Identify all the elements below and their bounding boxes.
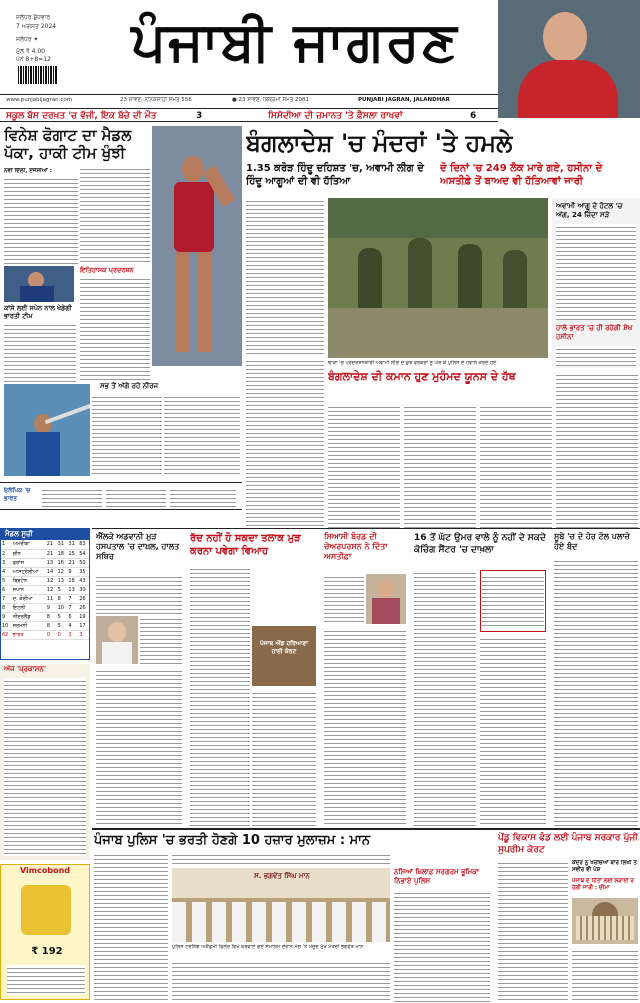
medal-table-cell: 43 [78,576,89,585]
hockey-subhead: ਕਾਂਸੇ ਲਈ ਸਪੇਨ ਨਾਲ ਖੇਡੇਗੀ ਭਾਰਤੀ ਟੀਮ [4,304,72,320]
medal-table-cell: 83 [78,540,89,549]
deck-right: ਦੋ ਦਿਨਾਂ 'ਚ 249 ਲੋਕ ਮਾਰੇ ਗਏ, ਹਸੀਨਾ ਦੇ ਅਸਤੀਫ਼ੇ ਤੋਂ ਬਾਅਦ ਵੀ ਹੱਤਿਆਵਾਂ ਜਾਰੀ [440,163,603,187]
teaser-page-number: 6 [470,111,477,121]
advani-story[interactable] [94,530,184,826]
medal-table-cell: 30 [78,585,89,594]
photo-caption: ਢਾਕਾ 'ਚ ਪ੍ਰਦਰਸ਼ਨਕਾਰੀ ਅਵਾਮੀ ਲੀਗ ਦੇ ਕੁਝ ਵਰਕਰਾਂ ਨੂੰ ਘੇਰ ਕੇ ਪੁਲਿਸ ਦੇ ਹਵਾਲੇ ਕਰਦੇ ਹੋਏ [328,360,497,366]
medal-table-cell: 50 [78,558,89,567]
medal-table-row [1,576,89,585]
medal-table-cell: 31 [57,540,68,549]
yunus-subhead: ਬੰਗਲਾਦੇਸ਼ ਦੀ ਕਮਾਨ ਹੁਣ ਮੁਹੰਮਦ ਯੂਨਸ ਦੇ ਹੱਥ [328,370,516,383]
advani-headline: ਐੱਲਕੇ ਅਡਵਾਨੀ ਮੁੜ ਹਸਪਤਾਲ 'ਚ ਦਾਖ਼ਲ, ਹਾਲਤ ਸਥਿਰ [96,532,180,561]
website-url: www.punjabijagran.com [6,97,73,103]
masthead [0,0,640,106]
vinesh-story[interactable] [0,126,242,521]
board-chair-headline: ਸਿਆਸੀ ਬੋਰਡ ਦੀ ਚੇਅਰਪਰਸਨ ਨੇ ਦਿੱਤਾ ਅਸਤੀਫ਼ਾ [324,532,388,561]
vimcobond-ad[interactable] [0,864,90,1000]
medal-table-cell: 18 [67,576,78,585]
medal-table-cell: 21 [46,540,57,549]
medal-table-cell: 9 [1,612,12,621]
article-text [4,176,78,264]
medal-table-cell: ਦ. ਕੋਰੀਆ [12,594,46,603]
article-text [80,166,150,264]
barcode [18,66,58,84]
medal-table-cell: 54 [78,549,89,558]
medal-table [0,528,90,660]
medal-table-cell: 7 [1,594,12,603]
medal-table-cell: 0 [46,630,57,639]
board-chair-photo [366,574,406,624]
article-text [246,358,324,528]
headline-line2: ਪੱਕਾ, ਹਾਕੀ ਟੀਮ ਖੁੰਝੀ [4,144,126,162]
medal-table-cell: 4 [1,567,12,576]
supreme-court-photo [572,898,638,944]
medal-table-cell: ਆਸਟ੍ਰੇਲੀਆ [12,567,46,576]
medal-table-cell: 14 [46,567,57,576]
medal-table-cell: 0 [57,630,68,639]
medal-table-cell: 10 [57,603,68,612]
bangladesh-headline: ਬੰਗਲਾਦੇਸ਼ 'ਚ ਮੰਦਰਾਂ 'ਤੇ ਹਮਲੇ [246,129,513,157]
article-text [556,372,638,528]
olympics-label: ਓਲੰਪਿਕ 'ਚ ਭਾਰਤ [4,487,31,502]
medal-table-cell: 5 [1,576,12,585]
medal-table-cell: 12 [57,567,68,576]
advertisement-portrait [498,0,640,118]
fund-story[interactable] [496,832,640,1002]
medal-table-cell: 7 [67,594,78,603]
talaq-story[interactable] [188,530,318,826]
dhaka-protest-photo [328,198,548,358]
sidebar-hotel-headline: ਅਵਾਮੀ ਆਗੂ ਦੇ ਹੋਟਲ 'ਚ ਅੱਗ, 24 ਜ਼ਿੰਦਾ ਸੜੇ [556,202,623,219]
ad-brand: Vimcobond [19,866,70,875]
medal-table-cell: 21 [46,549,57,558]
medal-table-cell: 3 [67,630,78,639]
article-text [328,404,400,528]
medal-table-row [1,630,89,639]
medal-table-row [1,540,89,549]
medal-table-cell: ਇਟਲੀ [12,603,46,612]
talaq-headline: ਰੱਦ ਨਹੀਂ ਹੋ ਸਕਦਾ ਤਲਾਕ ਮੁੜ ਕਰਨਾ ਪਵੇਗਾ ਵਿਆਹ [190,533,301,557]
article-text [164,394,240,476]
newspaper-title: ਪੰਜਾਬੀ ਜਾਗਰਣ [131,10,459,73]
medal-table-row [1,594,89,603]
toll-headline: ਸੂਬੇ 'ਚ ਦੋ ਹੋਰ ਟੋਲ ਪਲਾਜ਼ੇ ਹੋਏ ਬੰਦ [554,532,630,551]
article-text [4,322,76,382]
medal-table-cell: 2 [1,549,12,558]
teaser-sisodia[interactable]: ਸਿਸੋਦੀਆ ਦੀ ਜ਼ਮਾਨਤ 'ਤੇ ਫ਼ੈਸਲਾ ਰਾਖਵਾਂ [268,111,403,121]
medal-table-cell: 8 [1,603,12,612]
coaching-story[interactable] [412,530,548,826]
police-event-photo [172,868,390,942]
medal-table-cell: 3 [1,558,12,567]
today-panel [0,664,90,860]
advani-photo [96,616,138,664]
medal-table-cell: 6 [67,612,78,621]
dateline: ਨਵੀਂ ਦਿੱਲੀ, ਏਜੰਸੀਆਂ : [4,168,52,174]
medal-table-cell: 62 [1,630,12,639]
medal-table-cell: 35 [78,567,89,576]
medal-table-cell: 17 [78,621,89,630]
medal-table-cell: ਬ੍ਰਿਟੇਨ [12,576,46,585]
sidebar-hotel-fire [552,198,640,368]
medal-table-cell: 9 [46,603,57,612]
medal-table-cell: ਭਾਰਤ [12,630,46,639]
medal-table-cell: 26 [78,594,89,603]
medal-table-row [1,612,89,621]
medal-table-cell: 6 [1,585,12,594]
medal-table-cell: 21 [67,558,78,567]
medal-table-cell: 16 [57,558,68,567]
medal-table-cell: ਅਮਰੀਕਾ [12,540,46,549]
article-text [404,404,476,528]
coaching-headline: 16 ਤੋਂ ਘੱਟ ਉਮਰ ਵਾਲੇ ਨੂੰ ਨਹੀਂ ਦੇ ਸਕਦੇ ਕੋਚਿੰਗ ਸੈਂਟਰ 'ਚ ਦਾਖ਼ਲਾ [414,533,546,555]
high-court-photo [252,626,316,686]
teaser-strip [0,108,498,122]
medal-table-cell: 11 [46,594,57,603]
police-headline: ਪੰਜਾਬ ਪੁਲਿਸ 'ਚ ਭਰਤੀ ਹੋਣਗੇ 10 ਹਜ਼ਾਰ ਮੁਲਾਜ਼ਮ : ਮਾਨ [94,833,370,848]
fund-bullet-2: ਪੰਜਾਬ ਦੇ ਹਿੱਤਾਂ ਲਈ ਲੜਾਈ ਰਹੇਗੀ ਜਾਰੀ : ਚੀਮਾ [572,878,634,891]
medal-table-row [1,558,89,567]
historic-subhead: ਇਤਿਹਾਸਕ ਪ੍ਰਦਰਸ਼ਨ [80,266,134,274]
sidebar-hasina-headline: ਹਾਲੇ ਭਾਰਤ 'ਚ ਹੀ ਰਹੇਗੀ ਸ਼ੇਖ ਹਸੀਨਾ [556,324,633,341]
medal-table-cell: 4 [67,621,78,630]
medal-table-row [1,603,89,612]
samvat-nanakshahi: 23 ਸਾਵਣ, ਨਾਨਕਸ਼ਾਹੀ ਸੰਮਤ 556 [120,97,192,103]
medal-table-cell: 26 [78,603,89,612]
medal-table-cell: 8 [57,594,68,603]
fund-bullet-1: ਕੇਂਦਰ ਨੂੰ ਖਰਚਿਆਂ ਬਾਰੇ ਲਿਖੀ ਤਸਵੀਰ ਵੀ ਪੇਸ਼ [572,860,637,873]
bangladesh-story[interactable] [246,128,640,528]
fund-headline: ਪੇਂਡੂ ਵਿਕਾਸ ਫੰਡ ਲਈ ਪੰਜਾਬ ਸਰਕਾਰ ਪੁੱਜੀ ਸੁਪਰੀਮ ਕੋਰਟ [498,833,638,855]
edition-line: ਜਲੰਧਰ ਬੁੱਧਵਾਰ [16,14,51,21]
medal-table-row [1,585,89,594]
medal-table-cell: 5 [57,612,68,621]
deck-left: 1.35 ਕਰੋੜ ਹਿੰਦੂ ਦਹਿਸ਼ਤ 'ਚ, ਅਵਾਮੀ ਲੀਗ ਦੇ ਹਿੰਦੂ ਆਗੂਆਂ ਦੀ ਵੀ ਹੱਤਿਆ [246,163,424,187]
ad-price: ₹ 192 [31,946,63,957]
medal-table-cell: 19 [78,612,89,621]
article-text [80,276,150,382]
medal-table-cell: 3 [78,630,89,639]
edition-city: ਜਲੰਧਰ ✦ [16,36,39,43]
police-caption: ਪੁਲਿਸ ਟਰੇਨਿੰਗ ਅਕੈਡਮੀ ਫਿਲੌਰ ਵਿਖੇ ਕਰਵਾਏ ਗਏ ਸਮਾਗਮ ਦੌਰਾਨ ਮੰਚ 'ਤੇ ਮੌਜੂਦ ਮੁੱਖ ਮੰਤਰੀ ਭਗਵੰਤ ਮਾਨ [172,944,364,950]
medal-table-cell: 5 [57,621,68,630]
police-story[interactable] [94,832,492,1002]
headline-line1: ਵਿਨੇਸ਼ ਫੋਗਾਟ ਦਾ ਮੈਡਲ [4,126,132,144]
teaser-school-bus[interactable]: ਸਕੂਲ ਬੱਸ ਦਰਖ਼ਤ 'ਚ ਵੱਜੀ, ਇਕ ਬੱਚੇ ਦੀ ਮੌਤ [6,111,157,121]
olympic-schedule [0,482,242,510]
court-sign: ਪੰਜਾਬ ਐਂਡ ਹਰਿਆਣਾ ਹਾਈ ਕੋਰਟ [260,640,308,655]
medal-table-cell: 13 [67,585,78,594]
toll-story[interactable] [552,530,640,826]
medal-table-row [1,549,89,558]
medal-rows [1,540,89,640]
medal-table-cell: 1 [1,540,12,549]
medal-table-row [1,567,89,576]
medal-table-cell: 9 [67,567,78,576]
medal-table-cell: 8 [46,612,57,621]
medal-table-title: ਮੈਡਲ ਸੂਚੀ [1,529,89,540]
medal-table-cell: 13 [57,576,68,585]
medal-table-cell: 8 [46,621,57,630]
medal-table-row [1,621,89,630]
medal-table-cell: 18 [57,549,68,558]
article-text [92,394,162,476]
samvat-bikrami: ● 23 ਸਾਵਣ, ਬਿਕ੍ਰਮੀ ਸੰਮਤ 2081 [232,97,309,103]
medal-table-cell: ਜਰਮਨੀ [12,621,46,630]
stage-banner: ਸ. ਭਗਵੰਤ ਸਿੰਘ ਮਾਨ [254,872,310,880]
publisher-line: PUNJABI JAGRAN, JALANDHAR [358,97,450,103]
neeraj-subhead: ਸਭ ਤੋਂ ਅੱਗੇ ਰਹੇ ਨੀਰਜ [100,382,159,390]
police-subhead: ਨਸ਼ਿਆਂ ਖ਼ਿਲਾਫ਼ ਸਰਗਰਮ ਭੂਮਿਕਾ ਨਿਭਾਏ ਪੁਲਿਸ [394,868,480,885]
vinesh-photo [152,126,242,366]
medal-table-cell: ਚੀਨ [12,549,46,558]
board-chair-story[interactable] [322,530,408,826]
medal-table-cell: 15 [67,549,78,558]
teaser-page-number: 3 [196,111,203,121]
page-count: ਪੰਨੇ 8+8=12 [16,56,51,63]
hockey-photo [4,266,74,302]
medal-table-cell: 7 [67,603,78,612]
today-header: ਅੱਜ 'ਪ੍ਰਕਾਸ਼ਨ' [4,665,46,673]
medal-table-cell: ਨੀਦਰਲੈਂਡ [12,612,46,621]
price: ਮੁੱਲ ₹ 4.00 [16,48,45,55]
medal-table-cell: 5 [57,585,68,594]
medal-table-cell: 12 [46,576,57,585]
medal-table-cell: ਜਪਾਨ [12,585,46,594]
neeraj-photo [4,384,90,476]
article-text [246,198,324,354]
article-text [480,404,552,528]
medal-table-cell: ਫਰਾਂਸ [12,558,46,567]
issue-date: 7 ਅਗਸਤ 2024 [16,23,57,30]
medal-table-cell: 12 [46,585,57,594]
medal-table-cell: 31 [67,540,78,549]
medal-table-cell: 10 [1,621,12,630]
medal-table-cell: 13 [46,558,57,567]
